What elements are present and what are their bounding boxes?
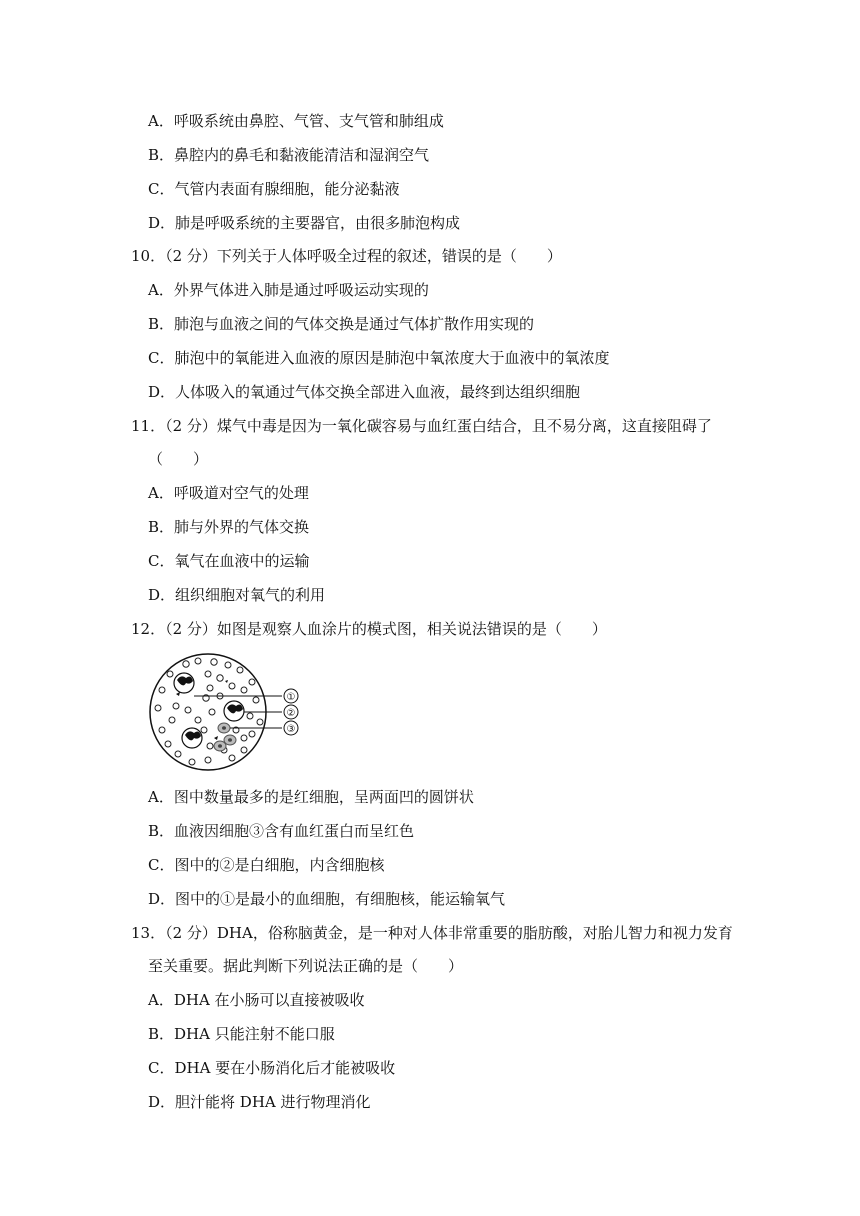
- option-b: B．鼻腔内的鼻毛和黏液能清洁和湿润空气: [148, 146, 430, 164]
- q13-option-b: B．DHA 只能注射不能口服: [148, 1025, 335, 1043]
- option-d: D．肺是呼吸系统的主要器官，由很多肺泡构成: [148, 214, 461, 232]
- q12-option-d: D．图中的①是最小的血细胞，有细胞核，能运输氧气: [148, 890, 506, 908]
- question-11-stem-cont: （ ）: [148, 450, 209, 468]
- label-3: ③: [286, 724, 296, 735]
- label-2: ②: [286, 708, 296, 719]
- label-1: ①: [286, 692, 296, 703]
- q12-option-c: C．图中的②是白细胞，内含细胞核: [148, 856, 385, 874]
- question-11-stem: 11．（2 分）煤气中毒是因为一氧化碳容易与血红蛋白结合，且不易分离，这直接阻碍了: [131, 417, 712, 435]
- q13-option-d: D．胆汁能将 DHA 进行物理消化: [148, 1093, 371, 1111]
- blood-smear-diagram: [148, 650, 308, 778]
- question-12-stem: 12．（2 分）如图是观察人血涂片的模式图，相关说法错误的是（ ）: [131, 620, 607, 638]
- q11-option-c: C．氧气在血液中的运输: [148, 552, 310, 570]
- q12-option-b: B．血液因细胞③含有血红蛋白而呈红色: [148, 822, 415, 840]
- q13-option-c: C．DHA 要在小肠消化后才能被吸收: [148, 1059, 396, 1077]
- question-13-stem: 13．（2 分）DHA，俗称脑黄金，是一种对人体非常重要的脂肪酸，对胎儿智力和视力发育: [131, 924, 733, 942]
- q10-option-c: C．肺泡中的氧能进入血液的原因是肺泡中氧浓度大于血液中的氧浓度: [148, 349, 610, 367]
- q11-option-d: D．组织细胞对氧气的利用: [148, 586, 326, 604]
- option-a: A．呼吸系统由鼻腔、气管、支气管和肺组成: [148, 112, 444, 130]
- option-c: C．气管内表面有腺细胞，能分泌黏液: [148, 180, 400, 198]
- q11-option-b: B．肺与外界的气体交换: [148, 518, 310, 536]
- question-13-stem-cont: 至关重要。据此判断下列说法正确的是（ ）: [148, 957, 464, 975]
- question-10-stem: 10．（2 分）下列关于人体呼吸全过程的叙述，错误的是（ ）: [131, 247, 562, 265]
- q13-option-a: A．DHA 在小肠可以直接被吸收: [148, 991, 365, 1009]
- q10-option-b: B．肺泡与血液之间的气体交换是通过气体扩散作用实现的: [148, 315, 535, 333]
- q12-option-a: A．图中数量最多的是红细胞，呈两面凹的圆饼状: [148, 788, 474, 806]
- q10-option-a: A．外界气体进入肺是通过呼吸运动实现的: [148, 281, 429, 299]
- q11-option-a: A．呼吸道对空气的处理: [148, 484, 309, 502]
- q10-option-d: D．人体吸入的氧通过气体交换全部进入血液，最终到达组织细胞: [148, 383, 581, 401]
